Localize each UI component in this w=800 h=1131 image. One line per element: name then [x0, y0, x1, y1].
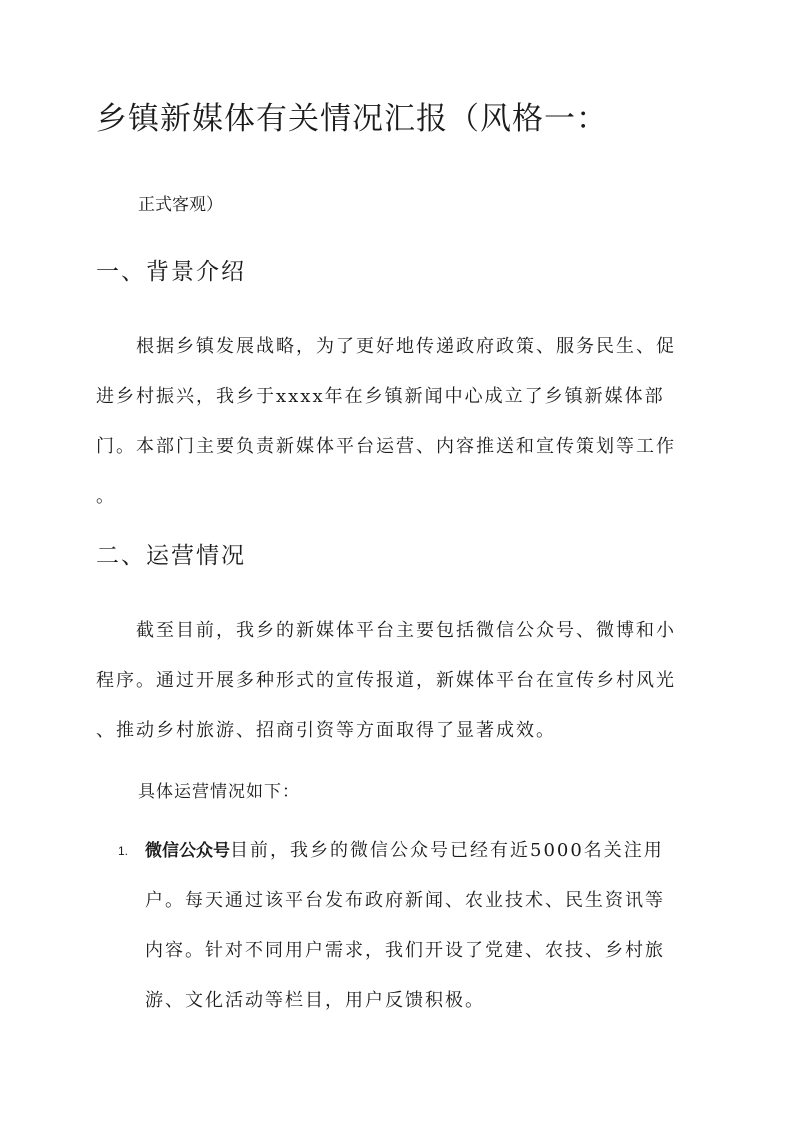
document-subtitle: 正式客观） — [138, 195, 223, 215]
list-item — [118, 826, 708, 1026]
section-heading-background: 一、背景介绍 — [96, 259, 246, 285]
paragraph-line: 程序。通过开展多种形式的宣传报道，新媒体平台在宣传乡村风光 — [96, 670, 676, 691]
list-item-number: 1. — [118, 844, 129, 858]
list-item-body — [145, 826, 708, 1026]
operations-intro: 具体运营情况如下： — [138, 782, 300, 802]
list-item-line: 游、文化活动等栏目，用户反馈积极。 — [145, 990, 485, 1011]
list-item-line: 内容。针对不同用户需求，我们开设了党建、农技、乡村旅 — [145, 940, 665, 961]
list-item-term: 微信公众号 — [145, 841, 230, 861]
section-paragraph-background — [96, 322, 708, 522]
list-item-line: 户。每天通过该平台发布政府新闻、农业技术、民生资讯等 — [145, 890, 665, 911]
paragraph-line: 进乡村振兴，我乡于xxxx年在乡镇新闻中心成立了乡镇新媒体部 — [96, 386, 665, 407]
paragraph-line: 。 — [96, 486, 116, 507]
paragraph-line: 根据乡镇发展战略，为了更好地传递政府政策、服务民生、促 — [96, 336, 676, 357]
section-heading-operations: 二、运营情况 — [96, 543, 246, 569]
paragraph-line: 门。本部门主要负责新媒体平台运营、内容推送和宣传策划等工作 — [96, 436, 676, 457]
paragraph-line: 、推动乡村旅游、招商引资等方面取得了显著成效。 — [96, 720, 556, 741]
section-paragraph-operations — [96, 606, 708, 756]
list-item-first-line — [145, 826, 708, 876]
operations-list — [118, 826, 708, 1026]
list-item-first-line-text: 目前，我乡的微信公众号已经有近5000名关注用 — [230, 840, 664, 861]
document-title: 乡镇新媒体有关情况汇报（风格一： — [96, 101, 608, 137]
paragraph-line: 截至目前，我乡的新媒体平台主要包括微信公众号、微博和小 — [96, 620, 676, 641]
